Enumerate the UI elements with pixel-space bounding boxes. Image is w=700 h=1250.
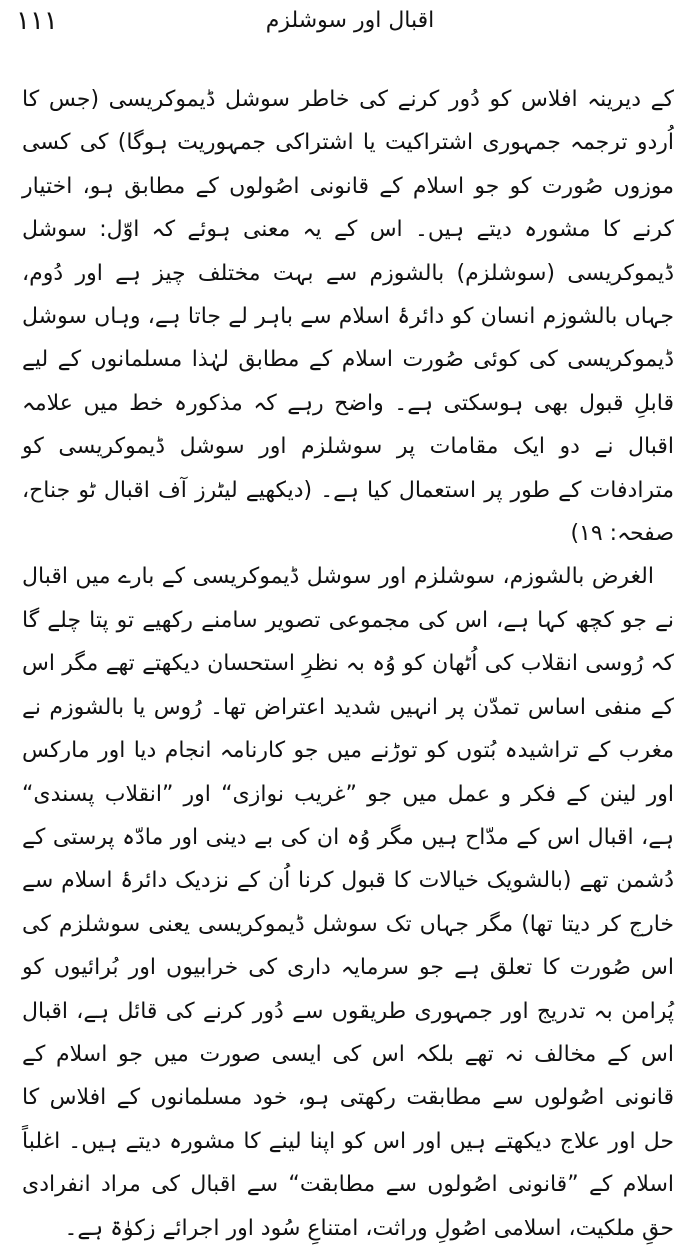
paragraph: الغرض بالشوزم، سوشلزم اور سوشل ڈیموکریسی کے بارے میں اقبال نے جو کچھ کہا ہے، اس کی مجموعی تصویر سامنے رکھیے تو پتا چلے گا کہ رُوسی انقلاب کی اُٹھان کو وُہ بہ نظرِ استحسان دیکھتے تھے مگر اس کے منفی اساس تمدّن پر انہیں شدید اعتراض تھا۔ رُوس یا بالشوزم نے مغرب کے تراشیدہ بُتوں کو توڑنے میں جو کارنامہ انجام دیا اور مارکس اور لینن کے فکر و عمل میں جو ”غریب نوازی“ اور ”انقلاب پسندی“ ہے، اقبال اس کے مدّاح ہیں مگر وُہ ان کی بے دینی اور مادّہ پرستی کے دُشمن تھے (بالشویک خیالات کا قبول کرنا اُن کے نزدیک دائرۂ اسلام سے خارج کر دیتا تھا) مگر جہاں تک سوشل ڈیموکریسی یعنی سوشلزم کی اس صُورت کا تعلق ہے جو سرمایہ داری کی خرابیوں اور بُرائیوں کو پُرامن بہ تدریج اور جمہوری طریقوں سے دُور کرنے کی قائل ہے، اقبال اس کے مخالف نہ تھے بلکہ اس کی ایسی صورت میں جو اسلام کے قانونی اصُولوں سے مطابقت رکھتی ہو، خود مسلمانوں کے افلاس کا حل اور علاج دیکھتے ہیں اور اس کو اپنا لینے کا مشورہ دیتے ہیں۔ اغلباً اسلام کے ”قانونی اصُولوں سے مطابقت“ سے اقبال کی مراد انفرادی حقِ ملکیت، اسلامی اصُولِ وراثت، امتناعِ سُود اور اجرائے زکوٰۃ ہے۔ [22,564,674,1241]
running-title: اقبال اور سوشلزم [265,8,435,33]
paragraph: کے دیرینہ افلاس کو دُور کرنے کی خاطر سوشل ڈیموکریسی (جس کا اُردو ترجمہ جمہوری اشتراکیت یا اشتراکی جمہوریت ہوگا) کی کسی موزوں صُورت کو جو اسلام کے قانونی اصُولوں کے مطابق ہو، اختیار کرنے کا مشورہ دیتے ہیں۔ اس کے یہ معنی ہوئے کہ اوّل: سوشل ڈیموکریسی (سوشلزم) بالشوزم سے بہت مختلف چیز ہے اور دُوم، جہاں بالشوزم انسان کو دائرۂ اسلام سے باہر لے جاتا ہے، وہاں سوشل ڈیموکریسی کی کوئی صُورت اسلام کے مطابق لہٰذا مسلمانوں کے لیے قابلِ قبول بھی ہوسکتی ہے۔ واضح رہے کہ مذکورہ خط میں علامہ اقبال نے دو ایک مقامات پر سوشلزم اور سوشل ڈیموکریسی کو مترادفات کے طور پر استعمال کیا ہے۔ (دیکھیے لیٹرز آف اقبال ٹو جناح، صفحہ: ۱۹) [22,87,674,547]
body-text [22,78,674,1250]
page-number: ۱۱۱ [16,6,58,36]
